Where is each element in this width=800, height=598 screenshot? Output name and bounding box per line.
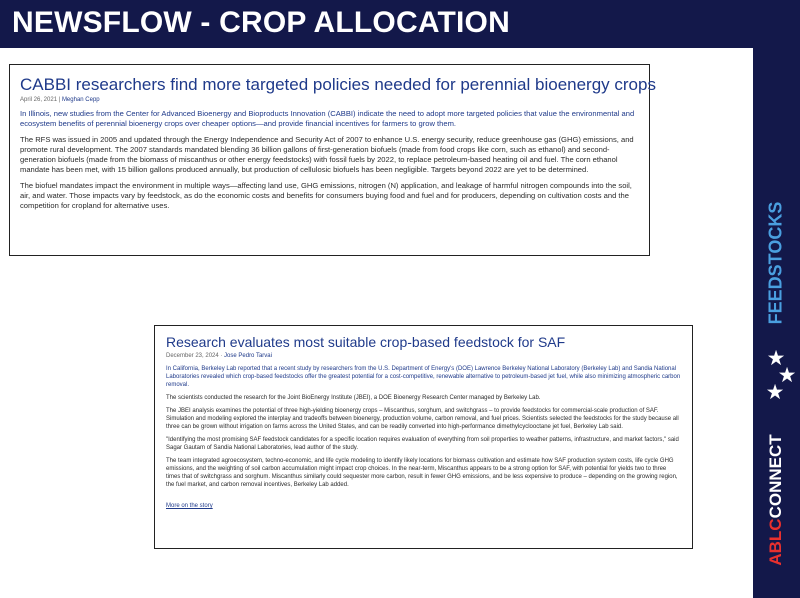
- article-card-saf: [154, 325, 693, 549]
- article-author[interactable]: Jose Pedro Tarvai: [224, 353, 272, 359]
- article-card-cabbi: [9, 64, 656, 256]
- article-paragraph: In California, Berkeley Lab reported that a recent study by researchers from the U.S. Department of Energy's (DOE) Lawrence Berkeley National Laboratory (Berkeley Lab) and Sandia National Laboratories revealed which crop-based feedstocks offer the greatest potential for a cost-competitive, renewable alternative to petroleum-based jet fuel, while also minimizing atmospheric carbon removal.: [166, 366, 681, 388]
- star-icon: ★: [765, 381, 785, 404]
- brand-connect: CONNECT: [766, 434, 785, 519]
- more-on-story-link[interactable]: More on the story: [166, 503, 213, 509]
- article-paragraph: "Identifying the most promising SAF feedstock candidates for a specific location requires evaluation of everything from soil properties to weather patterns, infrastructure, and market factors," said Sagar Gautam of Sandia National Laboratories, lead author of the study.: [166, 437, 679, 451]
- byline-separator: |: [58, 97, 61, 103]
- star-icon: ★: [766, 347, 786, 370]
- brand-ablc: ABLC: [766, 518, 785, 566]
- article-byline: [166, 353, 682, 359]
- slide-title: NEWSFLOW - CROP ALLOCATION: [12, 6, 510, 39]
- article-paragraph: In Illinois, new studies from the Center for Advanced Bioenergy and Bioproducts Innovation (CABBI) indicate the need to adopt more targeted policies that value the environmental and ecosystem benefits of perennial bioenergy crops over cheaper options—and provide financial incentives for farmers to grow them.: [20, 109, 635, 128]
- article-paragraph: The team integrated agroecosystem, techno-economic, and life cycle modeling to identify likely locations for biomass cultivation and estimate how SAF production system costs, life cycle GHG emissions, and the weighting of soil carbon accumulation might impact crop choices. In the near-term, Miscanthus appears to be a strong option for SAF, with potential for yields two to three times that of switchgrass and sorghum. Miscanthus similarly could sequester more carbon, result in fewer GHG emissions, and be less expensive to produce – depending on the growing region, the fuel market, and carbon removal incentives, Berkeley Lab added.: [166, 458, 678, 488]
- article-byline: [20, 97, 639, 103]
- section-label: FEEDSTOCKS: [765, 201, 786, 325]
- brand-logo: [766, 434, 786, 565]
- article-date: April 26, 2021: [20, 97, 58, 103]
- article-paragraph: The biofuel mandates impact the environment in multiple ways—affecting land use, GHG emissions, nitrogen (N) application, and leakage of harmful nitrogen compounds into the soil, air, and water. Those impacts vary by feedstock, as do the economic costs and benefits for consumers buying food and fuel and for producers, depending on cultivation costs and the competition for cropland for alternative uses.: [20, 181, 632, 210]
- article-paragraph: The RFS was issued in 2005 and updated through the Energy Independence and Security Act of 2007 to enhance U.S. energy security, reduce greenhouse gas (GHG) emissions, and promote rural development. The 2007 standards mandated blending 36 billion gallons of first-generation biofuels (made from food crops like corn, such as ethanol) and second-generation biofuels (made from the biomass of miscanthus or other energy feedstocks) with fossil fuels by 2022, to replace petroleum-based heating oil and fuel. The corn ethanol mandate has been met, with 15 billion gallons produced annually, but production of cellulosic biofuels has been negligible. Targets beyond 2022 are yet to be determined.: [20, 135, 634, 174]
- article-title[interactable]: Research evaluates most suitable crop-based feedstock for SAF: [166, 334, 566, 350]
- byline-separator: ·: [220, 353, 223, 359]
- article-author[interactable]: Meghan Cepp: [61, 97, 100, 103]
- article-paragraph: The JBEI analysis examines the potential of three high-yielding bioenergy crops – Miscanthus, sorghum, and switchgrass – to provide feedstocks for commercial-scale production of SAF. Simulation and modeling explored the interplay and tradeoffs between bioenergy, production volume, carbon removal, and fuel prices. Scientists selected the feedstocks for the study because all three can be grown without irrigation on farms across the United States, and can be readily converted into high-performance dimethylcyclooctane jet fuel, Berkeley Lab said.: [166, 408, 679, 430]
- article-title[interactable]: CABBI researchers find more targeted policies needed for perennial bioenergy crops: [20, 75, 656, 94]
- star-icon: ★: [777, 364, 797, 387]
- article-paragraph: The scientists conducted the research for the Joint BioEnergy Institute (JBEI), a DOE Bioenergy Research Center managed by Berkeley Lab.: [166, 395, 541, 401]
- article-date: December 23, 2024: [166, 353, 219, 359]
